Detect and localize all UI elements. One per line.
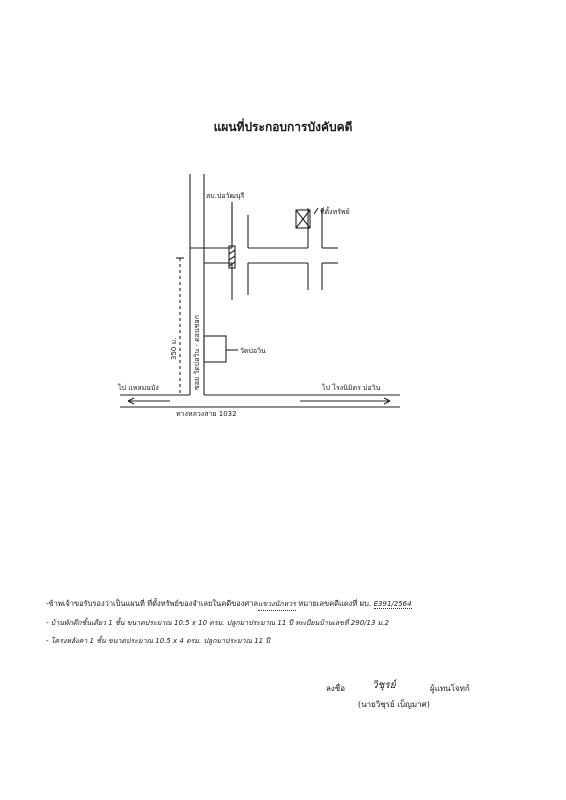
- page-title: แผนที่ประกอบการบังคับคดี: [213, 120, 353, 134]
- label-vertical-road: ซอย วัดบ่อวิน - ดอนชอก: [193, 315, 201, 390]
- case-label: หมายเลขคดีแดงที่ ผบ.: [298, 599, 372, 608]
- pointer-line: [314, 208, 318, 214]
- item-line: - โครงหลังคา 1 ชั้น ขนาดประมาณ 10.5 x 4 ตรม. ปลูกมาประมาณ 11 ปี: [46, 637, 270, 645]
- school-marker: [229, 256, 235, 260]
- label-school: ลบ.บ่อวัฒนุรี: [206, 192, 245, 200]
- certify-line: [46, 598, 412, 611]
- sign-label: ลงชื่อ: [326, 684, 346, 693]
- label-highway: ทางหลวงสาย 1032: [176, 410, 237, 418]
- label-distance: 350 ม.: [170, 337, 178, 360]
- case-number: E391/2564: [373, 600, 412, 608]
- location-map: [0, 160, 566, 430]
- school-marker: [229, 250, 235, 254]
- temple-box: [204, 336, 226, 362]
- label-left-direction: ไป แหลมฉบัง: [118, 384, 159, 392]
- label-right-direction: ไป โรงนิมิตร บ่อวิน: [322, 384, 381, 392]
- signature-scrawl: วิชุรย์: [372, 680, 396, 691]
- court-name: แขวงนักหวร: [258, 599, 296, 611]
- label-site: ที่ตั้งทรัพย์: [320, 208, 350, 216]
- label-temple: วัดบ่อวิน: [240, 347, 266, 355]
- signer-role: ผู้แทนโจทก์: [430, 684, 470, 693]
- item-line: - บ้านพักตึกชั้นเดียว 1 ชั้น ขนาดประมาณ 10.5 x 10 ตรม. ปลูกมาประมาณ 11 ปี ทะเบียนบ้านเลขที่ 290/13 ม.2: [46, 619, 389, 627]
- signer-name: (นายวิชุรย์ เบ็ญมาศ): [358, 700, 430, 709]
- certify-prefix: -ข้าพเจ้าขอรับรองว่าเป็นแผนที่ ที่ตั้งทรัพย์ของจำเลยในคดีของศาล: [46, 599, 258, 608]
